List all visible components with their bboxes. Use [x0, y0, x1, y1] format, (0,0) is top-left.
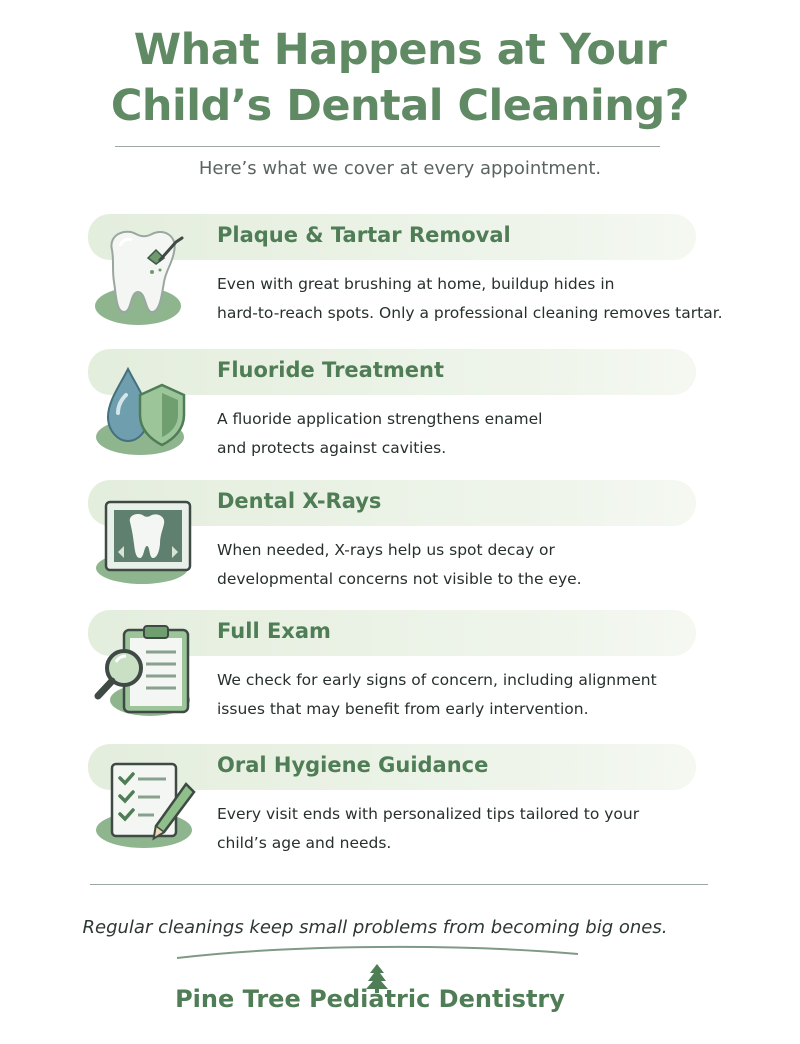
section-body-line: A fluoride application strengthens enamel [217, 410, 543, 428]
section-body [217, 536, 697, 594]
section-plaque-tartar [88, 214, 723, 344]
page-title [0, 22, 800, 134]
footer-divider [90, 884, 708, 885]
section-xrays [88, 480, 700, 610]
brand-name: Pine Tree Pediatric Dentistry [175, 985, 565, 1013]
section-title: Full Exam [217, 619, 331, 643]
section-body [217, 405, 697, 463]
section-body [217, 666, 697, 724]
section-title: Oral Hygiene Guidance [217, 753, 489, 777]
section-oral-hygiene [88, 744, 700, 874]
section-body [217, 270, 723, 328]
section-body-line: hard-to-reach spots. Only a professional cleaning removes tartar. [217, 304, 723, 322]
section-title: Plaque & Tartar Removal [217, 223, 511, 247]
section-body-line: developmental concerns not visible to the eye. [217, 570, 582, 588]
checklist-pencil-icon [90, 750, 200, 862]
section-body-line: issues that may benefit from early intervention. [217, 700, 589, 718]
section-body-line: We check for early signs of concern, including alignment [217, 671, 657, 689]
section-full-exam [88, 610, 700, 740]
section-body-line: Every visit ends with personalized tips tailored to your [217, 805, 640, 823]
page-title-line1: What Happens at Your [133, 25, 667, 75]
page-title-line2: Child’s Dental Cleaning? [110, 81, 690, 131]
tooth-scaler-icon [90, 220, 200, 332]
xray-monitor-icon [90, 486, 200, 598]
drop-shield-icon [90, 355, 200, 467]
section-title: Fluoride Treatment [217, 358, 445, 382]
section-body-line: When needed, X-rays help us spot decay or [217, 541, 555, 559]
section-title: Dental X-Rays [217, 489, 382, 513]
page-subtitle: Here’s what we cover at every appointment. [198, 158, 602, 179]
section-fluoride [88, 349, 700, 479]
clipboard-magnifier-icon [90, 616, 200, 728]
section-body [217, 800, 697, 858]
section-body-line: child’s age and needs. [217, 834, 392, 852]
section-body-line: Even with great brushing at home, buildup hides in [217, 275, 615, 293]
swoosh-divider [175, 942, 580, 962]
footer-tagline: Regular cleanings keep small problems from becoming big ones. [82, 917, 668, 938]
section-body-line: and protects against cavities. [217, 439, 447, 457]
title-divider [115, 146, 660, 147]
